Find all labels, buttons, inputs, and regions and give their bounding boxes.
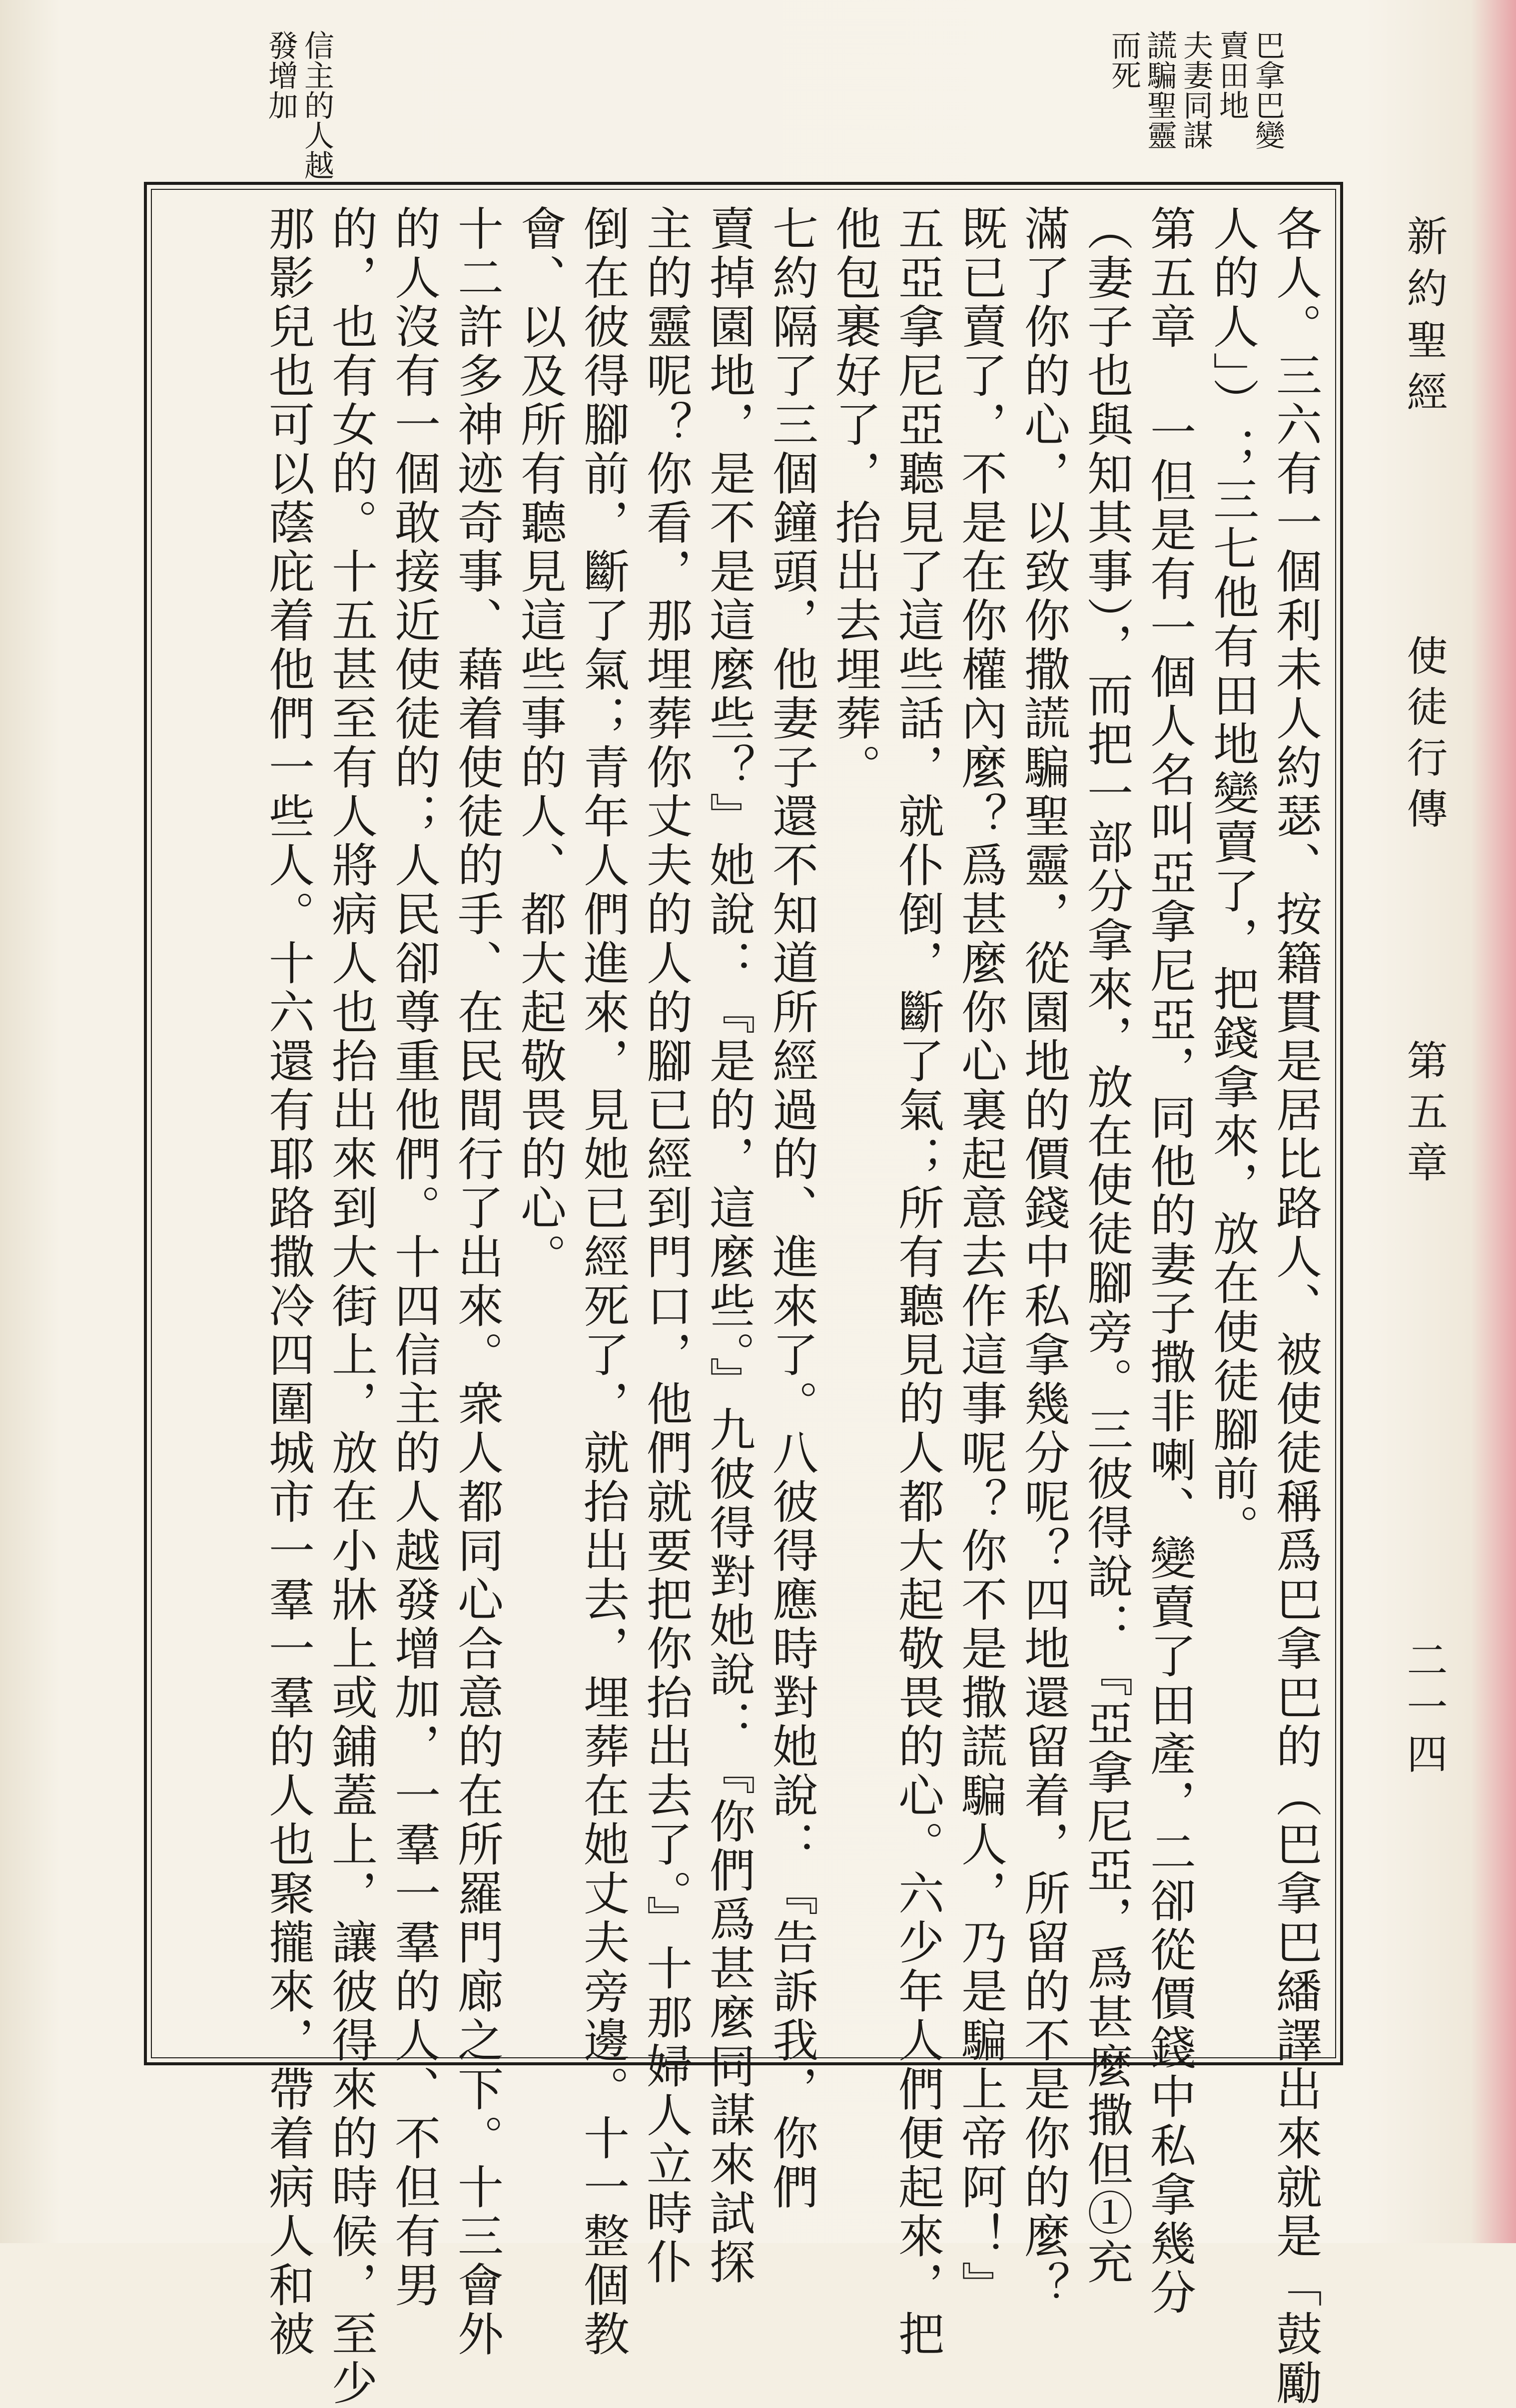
margin-note: 而死 bbox=[1106, 30, 1141, 90]
text-column: 十二許多神迹奇事、藉着使徒的手、在民間行了出來。衆人都同心合意的在所羅門廊之下。十三會外 bbox=[450, 205, 504, 2359]
page-number: 二一四 bbox=[1400, 1639, 1448, 1780]
text-column: 既已賣了，不是在你權內麼？爲甚麼你心裏起意去作這事呢？你不是撒謊騙人，乃是騙上帝阿！』 bbox=[954, 205, 1007, 2310]
text-column: 那影兒也可以蔭庇着他們一些人。十六還有耶路撒冷四圍城市一羣一羣的人也聚攏來，帶着病人和被 bbox=[261, 205, 315, 2359]
margin-note: 夫妻同謀 bbox=[1178, 30, 1213, 150]
text-column: 第五章 一但是有一個人名叫亞拿尼亞，同他的妻子撒非喇、變賣了田產，二卻從價錢中私拿幾分 bbox=[1143, 205, 1196, 2318]
text-column: （妻子也與知其事），而把一部分拿來，放在使徒腳旁。三彼得說：『亞拿尼亞，爲甚麼撒但①充 bbox=[1080, 205, 1133, 2287]
running-header-book: 使徒行傳 bbox=[1400, 634, 1448, 838]
margin-note: 謊騙聖靈 bbox=[1142, 30, 1177, 150]
margin-note: 賣田地 bbox=[1214, 30, 1249, 120]
text-column: 的人沒有一個敢接近使徒的；人民卻尊重他們。十四信主的人越發增加，一羣一羣的人、不但有男 bbox=[387, 205, 441, 2310]
margin-notes-left bbox=[265, 30, 333, 180]
text-column: 倒在彼得腳前，斷了氣；青年人們進來，見她已經死了，就抬出去，埋葬在她丈夫旁邊。十一整個教 bbox=[576, 205, 630, 2359]
margin-note: 發增加 bbox=[263, 30, 298, 120]
text-column: 的，也有女的。十五甚至有人將病人也抬出來到大街上，放在小牀上或鋪蓋上，讓彼得來的時候，至少 bbox=[324, 205, 378, 2408]
text-frame bbox=[144, 182, 1343, 2408]
text-columns bbox=[261, 205, 1322, 2408]
text-column: 五亞拿尼亞聽見了這些話，就仆倒，斷了氣；所有聽見的人都大起敬畏的心。六少年人們便起來，把 bbox=[891, 205, 944, 2359]
margin-note: 巴拿巴變 bbox=[1250, 30, 1285, 150]
text-column: 人的人」）；三七他有田地變賣了，把錢拿來，放在使徒腳前。 bbox=[1206, 205, 1259, 1553]
text-column: 各人。三六有一個利未人約瑟、按籍貫是居比路人、被使徒稱爲巴拿巴的（巴拿巴繙譯出來就是「鼓勵 bbox=[1269, 205, 1322, 2408]
text-column: 他包裹好了，抬出去埋葬。 bbox=[828, 205, 881, 792]
text-column: 賣掉園地，是不是這麼些？』她說：『是的，這麼些。』九彼得對她說：『你們爲甚麼同謀來試探 bbox=[702, 205, 756, 2287]
text-column: 滿了你的心，以致你撒謊騙聖靈，從園地的價錢中私拿幾分呢？四地還留着，所留的不是你的麼？ bbox=[1017, 205, 1070, 2310]
text-column: 會、以及所有聽見這些事的人、都大起敬畏的心。 bbox=[513, 205, 567, 1282]
text-column: 七約隔了三個鐘頭，他妻子還不知道所經過的、進來了。八彼得應時對她說：『告訴我，你們 bbox=[765, 205, 818, 2212]
margin-notes-right bbox=[1108, 30, 1284, 150]
text-column: 主的靈呢？你看，那埋葬你丈夫的人的腳已經到門口，他們就要把你抬出去了。』十那婦人立時仆 bbox=[639, 205, 693, 2287]
running-header-title: 新約聖經 bbox=[1400, 215, 1448, 423]
margin-note: 信主的人越 bbox=[299, 30, 334, 180]
running-header-chapter: 第五章 bbox=[1400, 1039, 1448, 1192]
